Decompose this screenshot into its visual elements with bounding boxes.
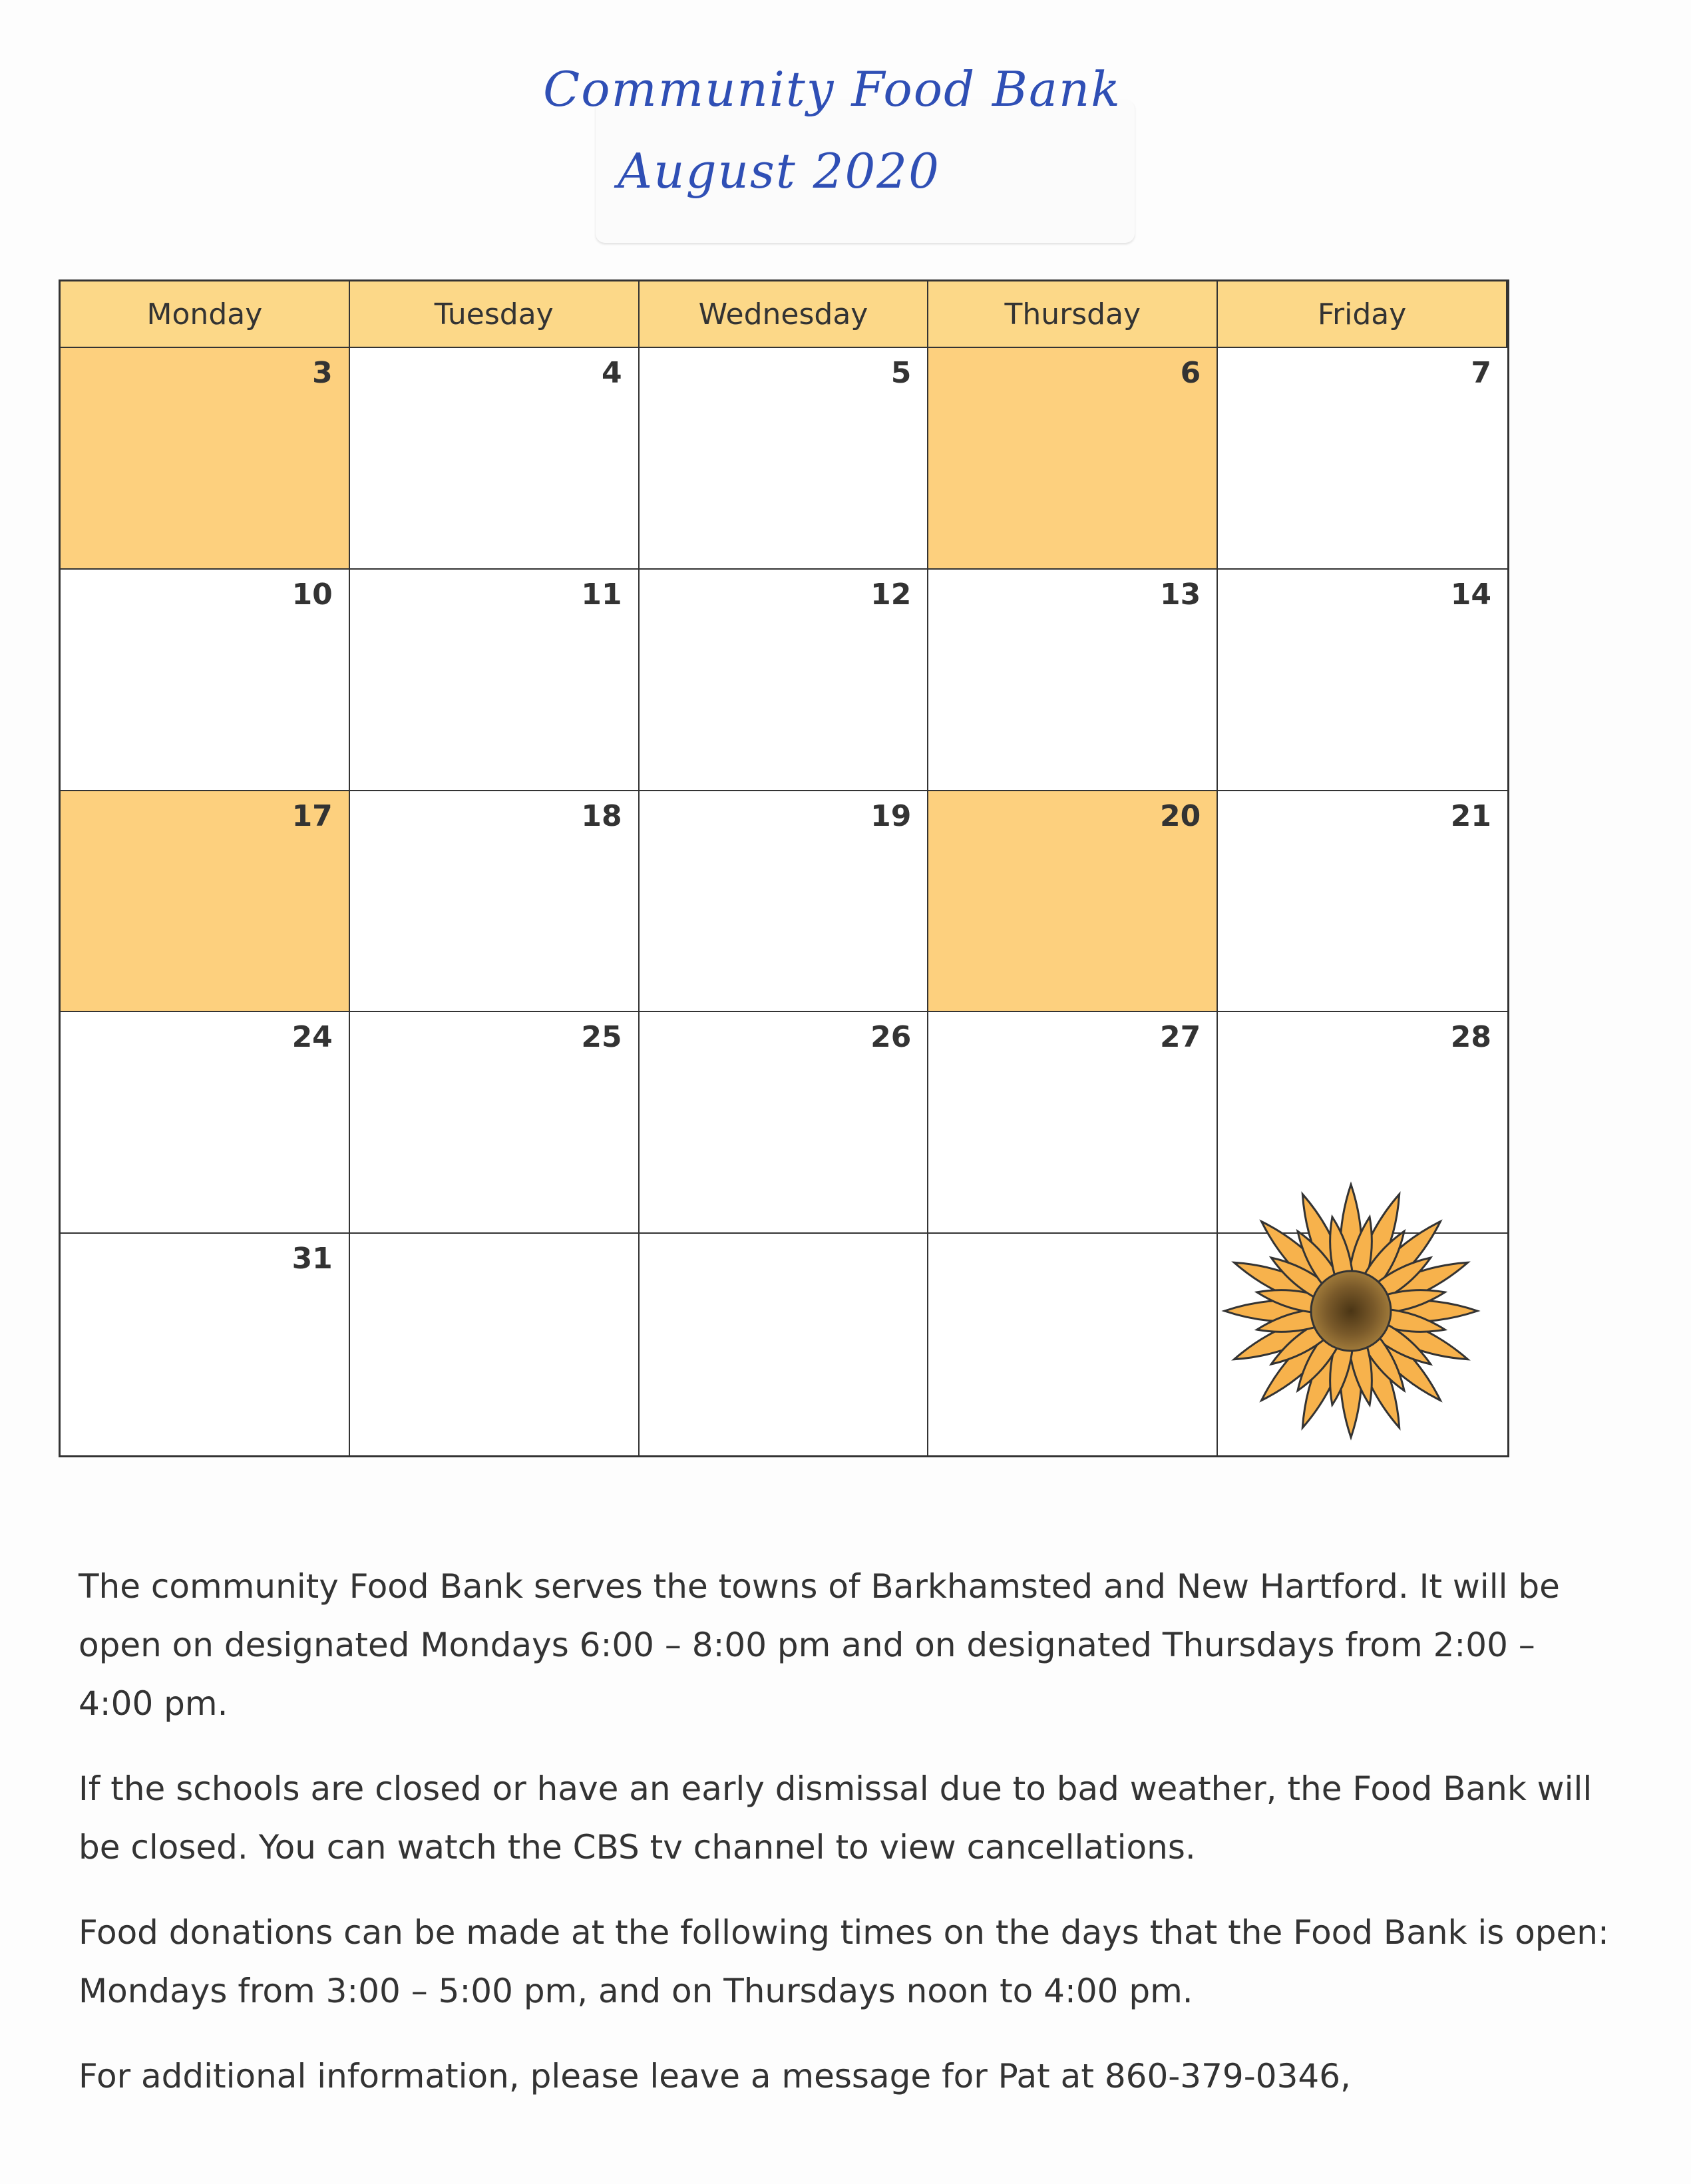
calendar-day xyxy=(61,1012,350,1234)
calendar-day xyxy=(1218,348,1507,570)
day-number: 28 xyxy=(1450,1020,1491,1055)
weekday-header-thursday: Thursday xyxy=(928,281,1218,348)
day-number: 10 xyxy=(291,577,333,612)
calendar-day xyxy=(350,570,640,791)
day-number: 26 xyxy=(870,1020,912,1055)
day-number: 20 xyxy=(1159,799,1201,833)
weekday-header-friday: Friday xyxy=(1218,281,1507,348)
calendar-day xyxy=(640,1012,929,1234)
calendar-day xyxy=(61,570,350,791)
calendar-day xyxy=(640,348,929,570)
page-title: Community Food Bank xyxy=(543,61,1121,117)
day-number: 18 xyxy=(581,799,622,833)
calendar-day xyxy=(61,1234,350,1455)
day-number: 4 xyxy=(601,356,622,390)
day-number: 14 xyxy=(1450,577,1491,612)
day-number: 3 xyxy=(312,356,333,390)
info-notes xyxy=(79,1557,1609,2132)
day-number: 12 xyxy=(870,577,912,612)
calendar-day xyxy=(1218,791,1507,1013)
calendar-day xyxy=(928,1234,1218,1455)
day-number: 25 xyxy=(581,1020,622,1055)
calendar-day-open xyxy=(61,791,350,1013)
page-subtitle: August 2020 xyxy=(618,143,940,199)
note-weather: If the schools are closed or have an early dismissal due to bad weather, the Food Bank will be closed. You can watch the CBS tv channel to view cancellations. xyxy=(79,1769,1593,1867)
day-number: 13 xyxy=(1159,577,1201,612)
day-number: 21 xyxy=(1450,799,1491,833)
calendar-day-open xyxy=(928,348,1218,570)
note-hours: The community Food Bank serves the towns of Barkhamsted and New Hartford. It will be open on designated Mondays 6:00 – 8:00 pm and on designated Thursdays from 2:00 – 4:00 pm. xyxy=(79,1567,1560,1723)
calendar-day xyxy=(928,1012,1218,1234)
weekday-header-tuesday: Tuesday xyxy=(350,281,640,348)
day-number: 6 xyxy=(1180,356,1201,390)
day-number: 5 xyxy=(890,356,912,390)
calendar-day xyxy=(350,791,640,1013)
calendar-day xyxy=(928,570,1218,791)
day-number: 7 xyxy=(1471,356,1491,390)
weekday-header-monday: Monday xyxy=(61,281,350,348)
day-number: 17 xyxy=(291,799,333,833)
calendar-day xyxy=(350,348,640,570)
day-number: 11 xyxy=(581,577,622,612)
calendar-day xyxy=(350,1012,640,1234)
calendar-day xyxy=(640,570,929,791)
calendar-day-open xyxy=(61,348,350,570)
day-number: 24 xyxy=(291,1020,333,1055)
day-number: 27 xyxy=(1159,1020,1201,1055)
sunflower-icon xyxy=(1218,1178,1484,1444)
day-number: 19 xyxy=(870,799,912,833)
calendar-day xyxy=(350,1234,640,1455)
weekday-header-wednesday: Wednesday xyxy=(640,281,929,348)
calendar-day-open xyxy=(928,791,1218,1013)
calendar-day xyxy=(640,1234,929,1455)
calendar-day xyxy=(1218,570,1507,791)
note-donations: Food donations can be made at the following times on the days that the Food Bank is open: Mondays from 3:00 – 5:00 pm, and on Thursdays noon to 4:00 pm. xyxy=(79,1913,1609,2010)
day-number: 31 xyxy=(291,1242,333,1276)
calendar-day xyxy=(640,791,929,1013)
note-contact: For additional information, please leave a message for Pat at 860-379-0346, xyxy=(79,2057,1351,2095)
